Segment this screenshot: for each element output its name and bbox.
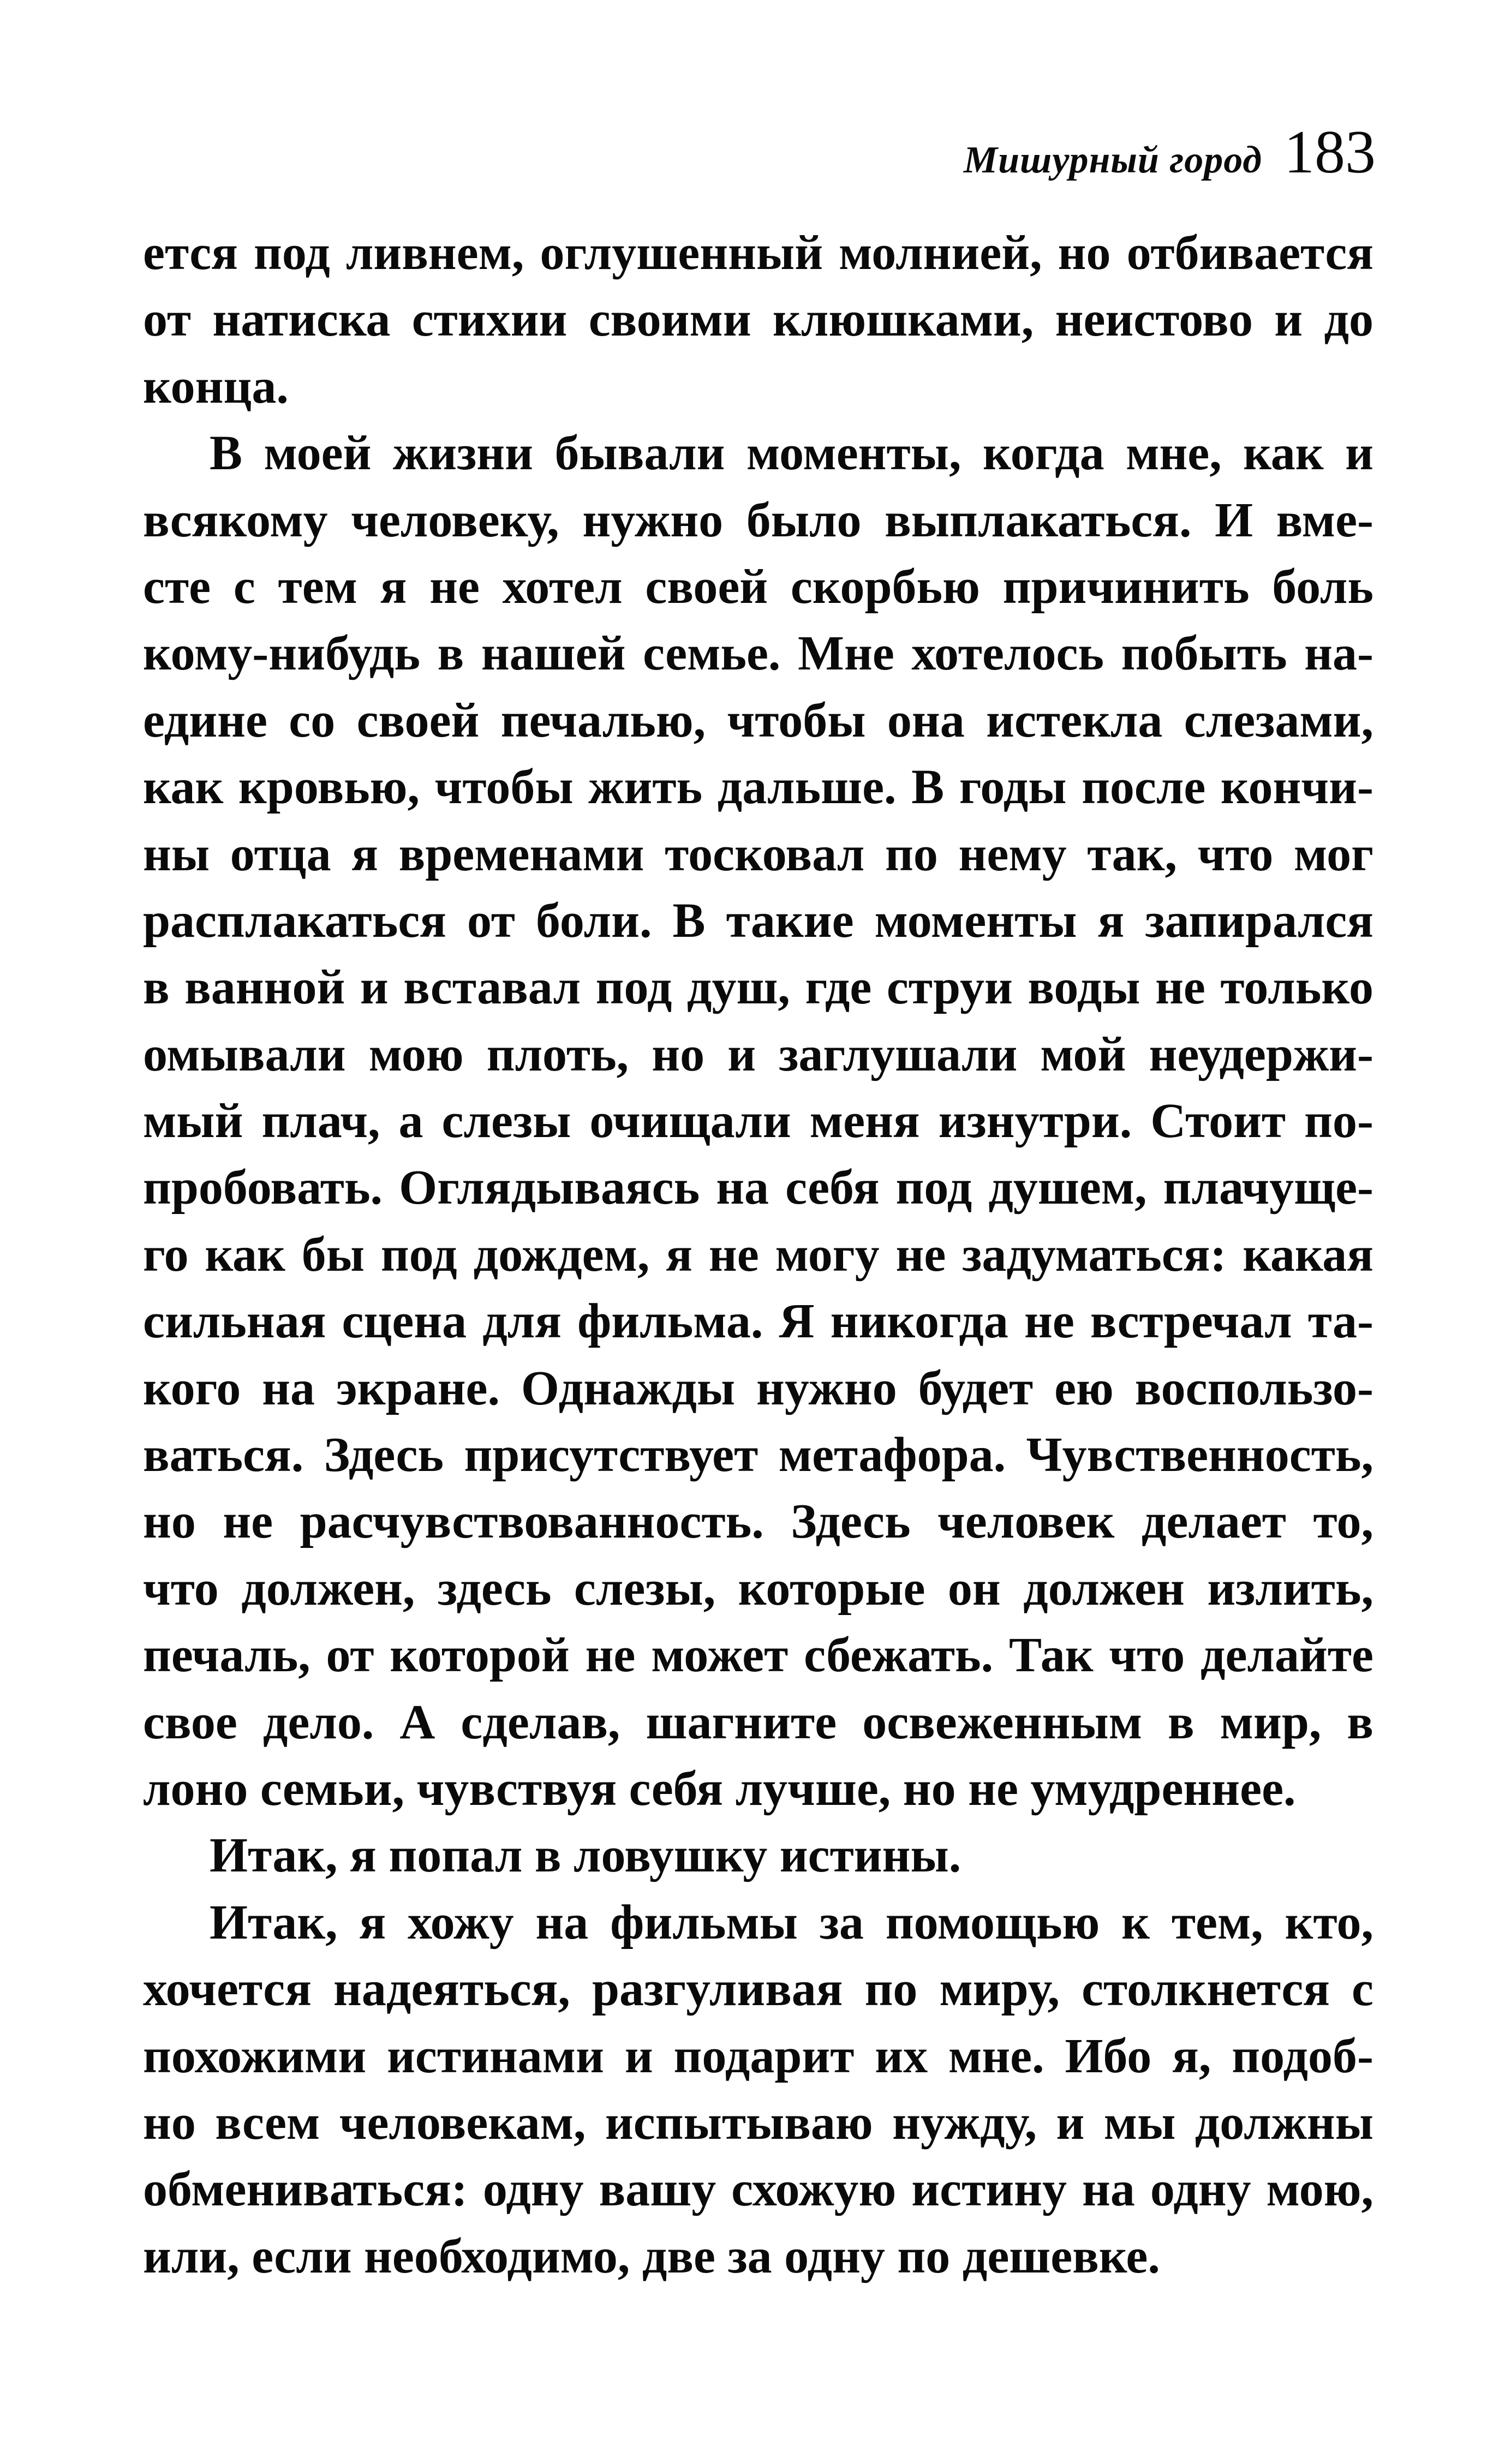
text-line: всякому человеку, нужно было выплакаться. И вме- <box>143 493 1373 547</box>
text-line: кого на экране. Однажды нужно будет ею воспользо- <box>143 1361 1373 1415</box>
text-line: кому-нибудь в нашей семье. Мне хотелось побыть на- <box>143 626 1373 681</box>
text-line: расплакаться от боли. В такие моменты я запирался <box>143 893 1373 948</box>
text-line: что должен, здесь слезы, которые он должен излить, <box>143 1561 1373 1616</box>
text-line: омывали мою плоть, но и заглушали мой неудержи- <box>143 1027 1373 1081</box>
text-line: свое дело. А сделав, шагните освеженным в мир, в <box>143 1695 1373 1749</box>
text-line: ваться. Здесь присутствует метафора. Чувственность, <box>143 1428 1373 1482</box>
page-number: 183 <box>1284 118 1376 186</box>
text-line: Итак, я хожу на фильмы за помощью к тем, кто, <box>210 1895 1373 1949</box>
text-line: но всем человекам, испытываю нужду, и мы должны <box>143 2095 1373 2150</box>
page-header <box>964 117 1376 188</box>
running-title: Мишурный город <box>963 139 1262 181</box>
body-text <box>143 220 1373 2290</box>
text-line: Итак, я попал в ловушку истины. <box>210 1828 961 1883</box>
text-line: но не расчувствованность. Здесь человек делает то, <box>143 1494 1373 1549</box>
text-line: мый плач, а слезы очищали меня изнутри. Стоит по- <box>143 1094 1373 1149</box>
text-line: похожими истинами и подарит их мне. Ибо я, подоб- <box>143 2029 1373 2083</box>
text-line: го как бы под дождем, я не могу не задуматься: какая <box>143 1227 1373 1282</box>
text-line: от натиска стихии своими клюшками, неистово и до <box>143 292 1373 347</box>
text-line: печаль, от которой не может сбежать. Так что делайте <box>143 1628 1373 1683</box>
text-line: лоно семьи, чувствуя себя лучше, но не умудреннее. <box>143 1761 1296 1816</box>
text-line: конца. <box>143 359 289 414</box>
text-line: сте с тем я не хотел своей скорбью причинить боль <box>143 559 1373 614</box>
text-line: хочется надеяться, разгуливая по миру, столкнется с <box>143 1962 1373 2017</box>
text-line: ется под ливнем, оглушенный молнией, но отбивается <box>143 226 1373 280</box>
text-line: обмениваться: одну вашу схожую истину на одну мою, <box>143 2162 1373 2217</box>
text-line: в ванной и вставал под душ, где струи воды не только <box>143 960 1373 1015</box>
text-line: едине со своей печалью, чтобы она истекла слезами, <box>143 693 1373 747</box>
text-line: сильная сцена для фильма. Я никогда не встречал та- <box>143 1294 1373 1349</box>
text-line: или, если необходимо, две за одну по дешевке. <box>143 2229 1160 2283</box>
text-line: В моей жизни бывали моменты, когда мне, как и <box>210 426 1373 481</box>
text-line: ны отца я временами тосковал по нему так, что мог <box>143 827 1373 881</box>
text-line: пробовать. Оглядываясь на себя под душем, плачуще- <box>143 1161 1373 1215</box>
text-line: как кровью, чтобы жить дальше. В годы после кончи- <box>143 760 1373 815</box>
